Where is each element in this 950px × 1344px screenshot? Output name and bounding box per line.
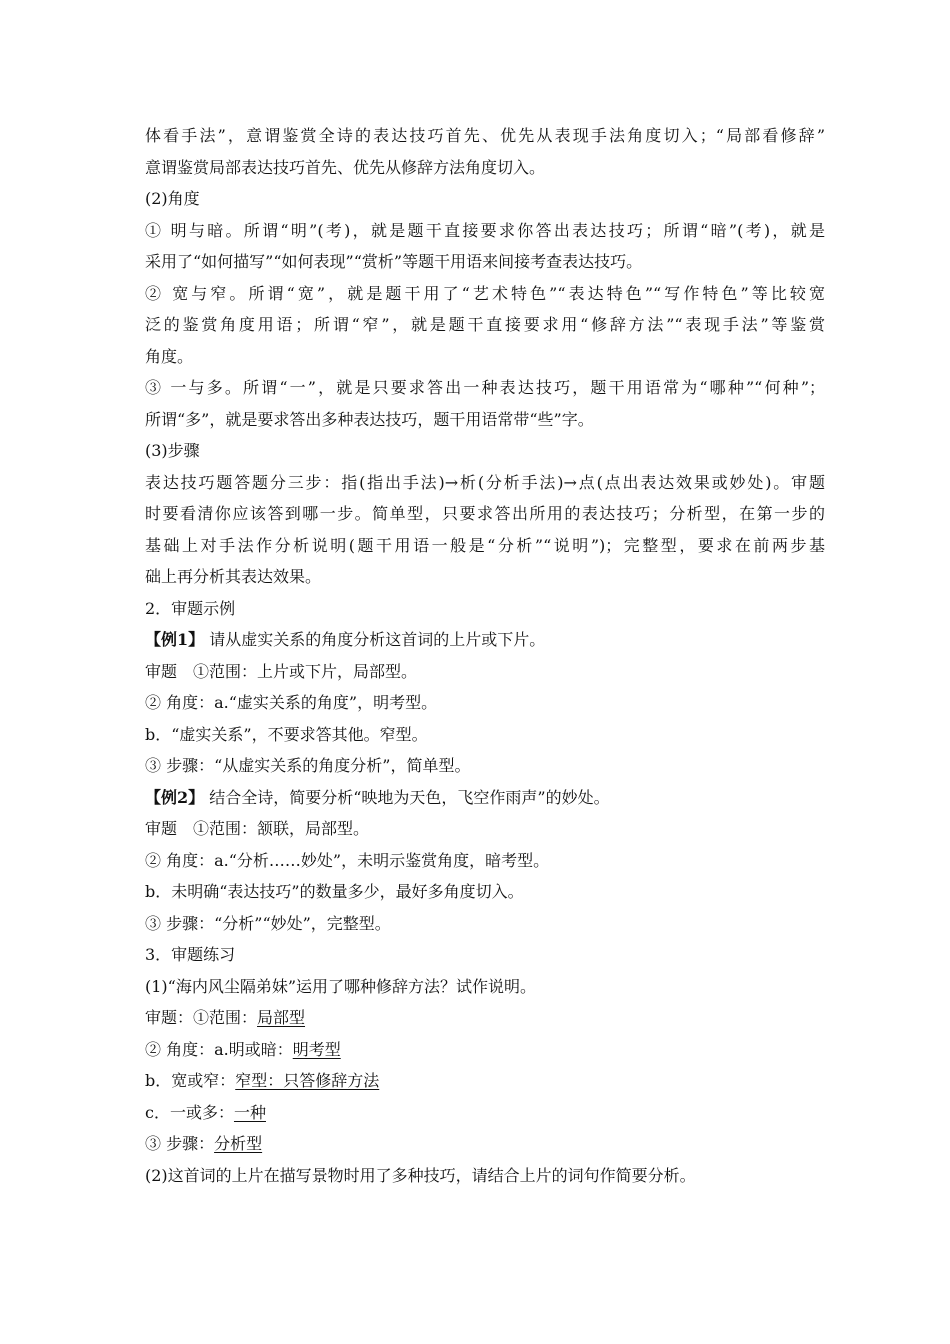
intro-line-2: 意谓鉴赏局部表达技巧首先、优先从修辞方法角度切入。 [145,158,546,177]
practice-review-width-label: b．宽或窄： [145,1071,236,1090]
steps-line-3: 基础上对手法作分析说明(题干用语一般是“分析”“说明”)；完整型，要求在前两步基 [145,536,825,555]
practice-review-width [145,1071,825,1091]
steps-line-4: 础上再分析其表达效果。 [145,567,322,586]
example-1-review-1: 审题 ①范围：上片或下片，局部型。 [145,662,418,681]
example-1-question: 请从虚实关系的角度分析这首词的上片或下片。 [204,630,546,649]
angle-p2-line-1: ② 宽与窄。所谓“宽”，就是题干用了“艺术特色”“表达特色”“写作特色”等比较宽 [145,284,825,303]
example-2-question: 结合全诗，简要分析“映地为天色，飞空作雨声”的妙处。 [204,788,610,807]
practice-review-angle-label: ② 角度：a.明或暗： [145,1040,293,1059]
example-2-review-2: ② 角度：a.“分析……妙处”，未明示鉴赏角度，暗考型。 [145,851,550,870]
practice-review-range-answer: 局部型 [257,1008,306,1027]
angle-p3-line-1: ③ 一与多。所谓“一”，就是只要求答出一种表达技巧，题干用语常为“哪种”“何种”； [145,378,825,397]
example-2-review-1: 审题 ①范围：颔联，局部型。 [145,819,370,838]
practice-review-steps-answer: 分析型 [214,1134,263,1153]
steps-heading: (3)步骤 [145,441,200,460]
practice-review-angle [145,1040,825,1060]
example-1-tag: 【例1】 [145,630,205,649]
angle-p2-line-3: 角度。 [145,347,194,366]
angle-p2-line-2: 泛的鉴赏角度用语；所谓“窄”，就是题干直接要求用“修辞方法”“表现手法”等鉴赏 [145,315,825,334]
practice-review-steps-label: ③ 步骤： [145,1134,215,1153]
angle-heading: (2)角度 [145,189,200,208]
example-1-review-4: ③ 步骤：“从虚实关系的角度分析”，简单型。 [145,756,471,775]
angle-p1-line-1: ① 明与暗。所谓“明”(考)，就是题干直接要求你答出表达技巧；所谓“暗”(考)，就是 [145,221,825,240]
practice-review-angle-answer: 明考型 [292,1040,341,1059]
example-2-review-4: ③ 步骤：“分析”“妙处”，完整型。 [145,914,391,933]
intro-line-1: 体看手法”，意谓鉴赏全诗的表达技巧首先、优先从表现手法角度切入；“局部看修辞” [145,126,825,145]
practice-question-1: (1)“海内风尘隔弟妹”运用了哪种修辞方法？试作说明。 [145,977,537,996]
examples-heading: 2．审题示例 [145,599,236,618]
example-1-review-2: ② 角度：a.“虚实关系的角度”，明考型。 [145,693,438,712]
practice-review-range-label: 审题：①范围： [145,1008,258,1027]
example-2-question-line [145,788,825,808]
practice-review-width-answer: 窄型：只答修辞方法 [235,1071,380,1090]
practice-review-count-label: c．一或多： [145,1103,234,1122]
angle-p3-line-2: 所谓“多”，就是要求答出多种表达技巧，题干用语常带“些”字。 [145,410,594,429]
example-1-review-3: b．“虚实关系”，不要求答其他。窄型。 [145,725,428,744]
practice-review-steps [145,1134,825,1154]
practice-review-count [145,1103,825,1123]
example-2-review-3: b．未明确“表达技巧”的数量多少，最好多角度切入。 [145,882,524,901]
practice-review-count-answer: 一种 [233,1103,266,1122]
practice-heading: 3．审题练习 [145,945,236,964]
angle-p1-line-2: 采用了“如何描写”“如何表现”“赏析”等题干用语来间接考查表达技巧。 [145,252,643,271]
example-1-question-line [145,630,825,650]
example-2-tag: 【例2】 [145,788,205,807]
steps-line-1: 表达技巧题答题分三步：指(指出手法)→析(分析手法)→点(点出表达效果或妙处)。审题 [145,473,825,492]
practice-question-2: (2)这首词的上片在描写景物时用了多种技巧，请结合上片的词句作简要分析。 [145,1166,696,1185]
practice-review-range [145,1008,825,1028]
steps-line-2: 时要看清你应该答到哪一步。简单型，只要求答出所用的表达技巧；分析型，在第一步的 [145,504,825,523]
